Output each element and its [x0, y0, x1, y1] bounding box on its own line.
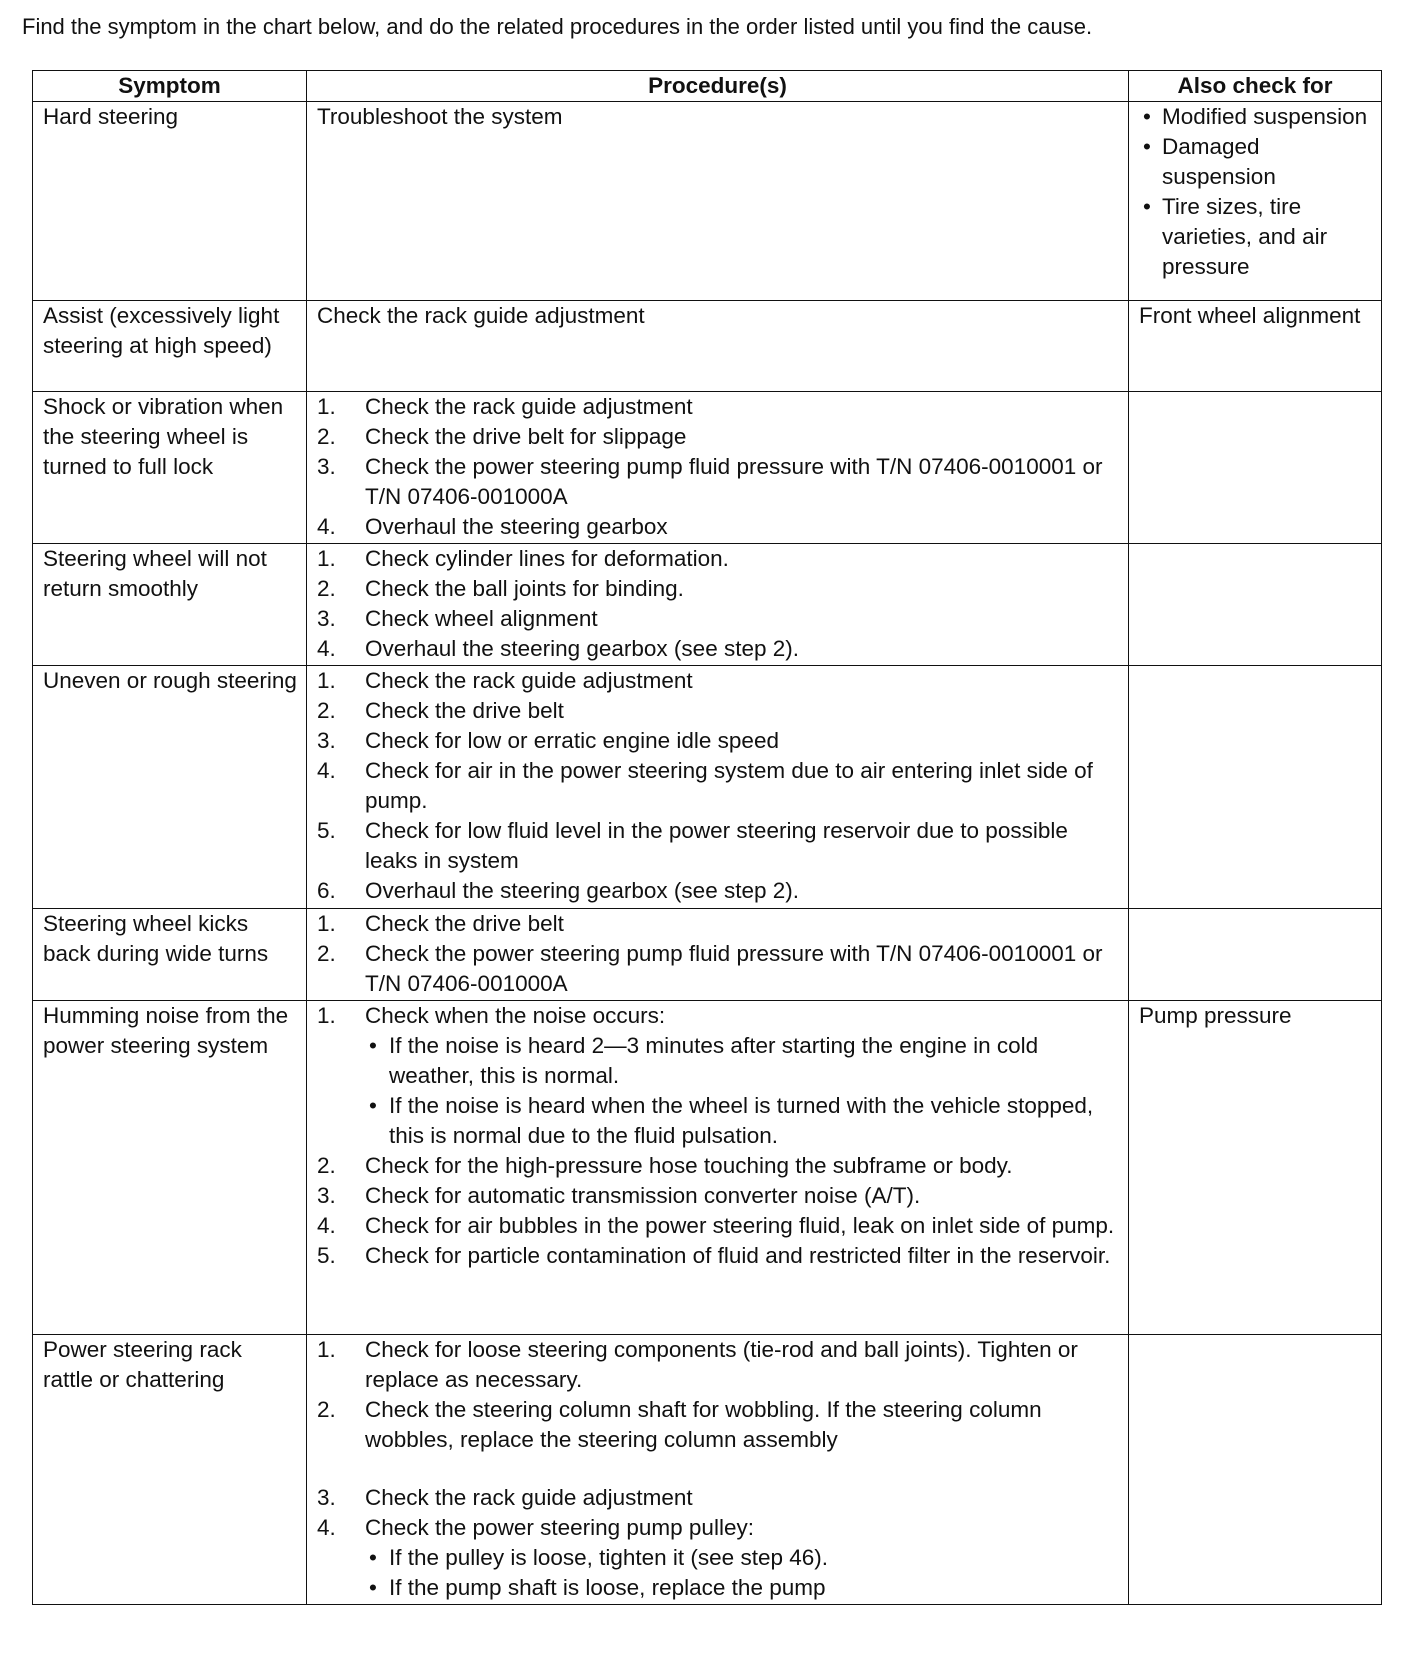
symptom-cell: Hard steering: [33, 102, 307, 301]
procedure-step: 5. Check for low fluid level in the power steering reservoir due to possible leaks in system: [317, 818, 1068, 873]
procedure-step: 2. Check the steering column shaft for wobbling. If the steering column wobbles, replace the steering column assembly: [317, 1397, 1042, 1452]
procedure-step: 2. Check the power steering pump fluid pressure with T/N 07406-0010001 or T/N 07406-001000A: [317, 941, 1103, 996]
table-row: [33, 544, 1382, 666]
also-check-item: • Modified suspension: [1137, 102, 1373, 132]
procedure-cell: [307, 909, 1129, 1001]
also-check-item: • Damaged suspension: [1137, 132, 1373, 192]
procedure-step: 4. Overhaul the steering gearbox: [317, 514, 668, 539]
header-also-check-for: Also check for: [1129, 71, 1382, 102]
troubleshooting-table: [32, 70, 1382, 1605]
procedure-sub-item: • If the noise is heard when the wheel is turned with the vehicle stopped, this is normal due to the fluid pulsation.: [365, 1091, 1120, 1151]
table-row: [33, 392, 1382, 544]
procedure-step: 6. Overhaul the steering gearbox (see step 2).: [317, 878, 799, 903]
procedure-sub-item: • If the pulley is loose, tighten it (see step 46).: [365, 1543, 1120, 1573]
table-row: [33, 1335, 1382, 1605]
procedure-cell: [307, 544, 1129, 666]
symptom-cell: Power steering rack rattle or chattering: [33, 1335, 307, 1605]
procedure-step: 1. Check for loose steering components (tie-rod and ball joints). Tighten or replace as necessary.: [317, 1337, 1078, 1392]
procedure-step: 3. Check wheel alignment: [317, 606, 598, 631]
also-check-cell: Front wheel alignment: [1129, 301, 1382, 392]
also-check-cell: [1129, 666, 1382, 909]
symptom-cell: Uneven or rough steering: [33, 666, 307, 909]
procedure-step: 2. Check the drive belt for slippage: [317, 424, 687, 449]
procedure-sub-item: • If the pump shaft is loose, replace the pump: [365, 1573, 1120, 1603]
symptom-cell: Steering wheel kicks back during wide turns: [33, 909, 307, 1001]
intro-text: Find the symptom in the chart below, and do the related procedures in the order listed until you find the cause.: [22, 14, 1093, 39]
symptom-cell: Shock or vibration when the steering wheel is turned to full lock: [33, 392, 307, 544]
procedure-sub-item: • If the noise is heard 2—3 minutes after starting the engine in cold weather, this is normal.: [365, 1031, 1120, 1091]
procedure-step: 4. Check for air bubbles in the power steering fluid, leak on inlet side of pump.: [317, 1213, 1115, 1238]
procedure-cell: Troubleshoot the system: [307, 102, 1129, 301]
also-check-item: • Tire sizes, tire varieties, and air pressure: [1137, 192, 1373, 282]
procedure-step: 4. Check the power steering pump pulley: • If the pulley is loose, tighten it (see step 46). • If the pump shaft is loose, replace the pump: [317, 1513, 1120, 1603]
table-row: [33, 1001, 1382, 1335]
procedure-step: 5. Check for particle contamination of fluid and restricted filter in the reservoir.: [317, 1243, 1111, 1268]
header-row: [33, 71, 1382, 102]
procedure-step: 2. Check for the high-pressure hose touching the subframe or body.: [317, 1153, 1013, 1178]
procedure-step: 1. Check cylinder lines for deformation.: [317, 546, 729, 571]
procedure-step: 3. Check for low or erratic engine idle speed: [317, 728, 779, 753]
symptom-cell: Humming noise from the power steering system: [33, 1001, 307, 1335]
procedure-step: 1. Check the rack guide adjustment: [317, 668, 693, 693]
also-check-cell: [1129, 909, 1382, 1001]
procedure-step: 2. Check the drive belt: [317, 698, 564, 723]
also-check-cell: [1129, 392, 1382, 544]
table-row: [33, 666, 1382, 909]
procedure-step: 2. Check the ball joints for binding.: [317, 576, 684, 601]
procedure-step: 1. Check when the noise occurs: • If the noise is heard 2—3 minutes after starting the engine in cold weather, this is normal. • If the noise is heard when the wheel is turned with the vehicle stopped, this is normal due to the fluid pulsation.: [317, 1001, 1120, 1151]
procedure-step: 1. Check the rack guide adjustment: [317, 394, 693, 419]
procedure-step: 4. Overhaul the steering gearbox (see step 2).: [317, 636, 799, 661]
also-check-cell: [1129, 102, 1382, 301]
header-symptom: Symptom: [33, 71, 307, 102]
symptom-cell: Assist (excessively light steering at high speed): [33, 301, 307, 392]
also-check-cell: [1129, 544, 1382, 666]
table-row: [33, 909, 1382, 1001]
procedure-step: 3. Check for automatic transmission converter noise (A/T).: [317, 1183, 921, 1208]
procedure-cell: [307, 1001, 1129, 1335]
table-row: [33, 102, 1382, 301]
procedure-step: 3. Check the rack guide adjustment: [317, 1485, 693, 1510]
procedure-cell: Check the rack guide adjustment: [307, 301, 1129, 392]
symptom-cell: Steering wheel will not return smoothly: [33, 544, 307, 666]
procedure-step: 3. Check the power steering pump fluid pressure with T/N 07406-0010001 or T/N 07406-001000A: [317, 454, 1103, 509]
procedure-step: 4. Check for air in the power steering system due to air entering inlet side of pump.: [317, 758, 1093, 813]
procedure-cell: [307, 1335, 1129, 1605]
procedure-step: 1. Check the drive belt: [317, 911, 564, 936]
table-row: [33, 301, 1382, 392]
procedure-cell: [307, 392, 1129, 544]
procedure-cell: [307, 666, 1129, 909]
also-check-cell: Pump pressure: [1129, 1001, 1382, 1335]
also-check-cell: [1129, 1335, 1382, 1605]
header-procedures: Procedure(s): [307, 71, 1129, 102]
